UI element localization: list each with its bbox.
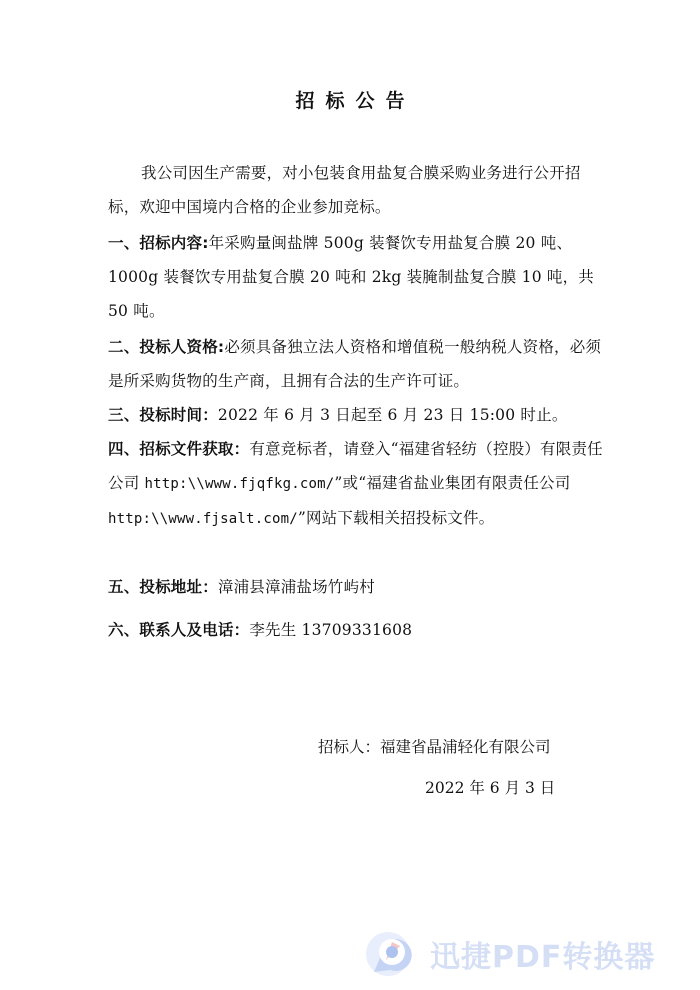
section-text: 李先生 13709331608 — [249, 621, 413, 639]
section-separator: : — [202, 234, 209, 252]
section-text: 必须具备独立法人资格和增值税一般纳税人资格，必须是所采购货物的生产商，且拥有合法的生产许可证。 — [108, 338, 602, 390]
section-contact — [108, 613, 608, 647]
section-text: 年采购量闽盐牌 500g 装餐饮专用盐复合膜 20 吨、1000g 装餐饮专用盐复合膜 20 吨和 2kg 装腌制盐复合膜 10 吨，共 50 吨。 — [108, 234, 594, 320]
intro-paragraph: 我公司因生产需要，对小包装食用盐复合膜采购业务进行公开招标，欢迎中国境内合格的企业参加竞标。 — [108, 164, 581, 216]
url-link-fjqfkg[interactable]: http:\\www.fjqfkg.com/ — [144, 476, 335, 492]
pdf-converter-logo-icon — [360, 922, 420, 982]
section-separator: ： — [202, 406, 218, 424]
section-separator: : — [217, 338, 225, 356]
section-text: ”或“福建省盐业集团有限责任公司 — [334, 474, 571, 492]
section-bid-time — [108, 398, 608, 432]
section-text: 2022 年 6 月 3 日起至 6 月 23 日 15:00 时止。 — [217, 406, 568, 424]
signature-date: 2022 年 6 月 3 日 — [425, 779, 556, 797]
section-separator: ： — [233, 621, 250, 639]
url-link-fjsalt[interactable]: http:\\www.fjsalt.com/ — [108, 511, 298, 527]
watermark-text: 迅捷PDF转换器 — [430, 940, 656, 975]
section-text: 漳浦县漳浦盐场竹屿村 — [217, 578, 375, 596]
section-label: 六、联系人及电话 — [108, 621, 234, 639]
signature-organization: 招标人：福建省晶浦轻化有限公司 — [318, 738, 551, 756]
section-label: 三、投标时间 — [108, 406, 203, 424]
section-separator: ： — [202, 578, 218, 596]
section-bidder-qualification — [108, 330, 608, 398]
section-tender-documents — [108, 432, 608, 536]
section-bid-address — [108, 570, 608, 604]
section-label: 一、招标内容 — [108, 234, 203, 252]
page-title: 招标公告 — [295, 90, 416, 112]
section-text: 有意竞标者，请登入“福建省轻纺（控股）有限责任公司 — [108, 440, 603, 492]
section-label: 五、投标地址 — [108, 578, 203, 596]
watermark — [360, 922, 690, 984]
section-tender-content — [108, 226, 608, 328]
section-text: ”网站下载相关招投标文件。 — [297, 509, 495, 527]
section-separator: ： — [233, 440, 250, 458]
section-label: 四、招标文件获取 — [108, 440, 234, 458]
section-label: 二、投标人资格 — [108, 338, 218, 356]
